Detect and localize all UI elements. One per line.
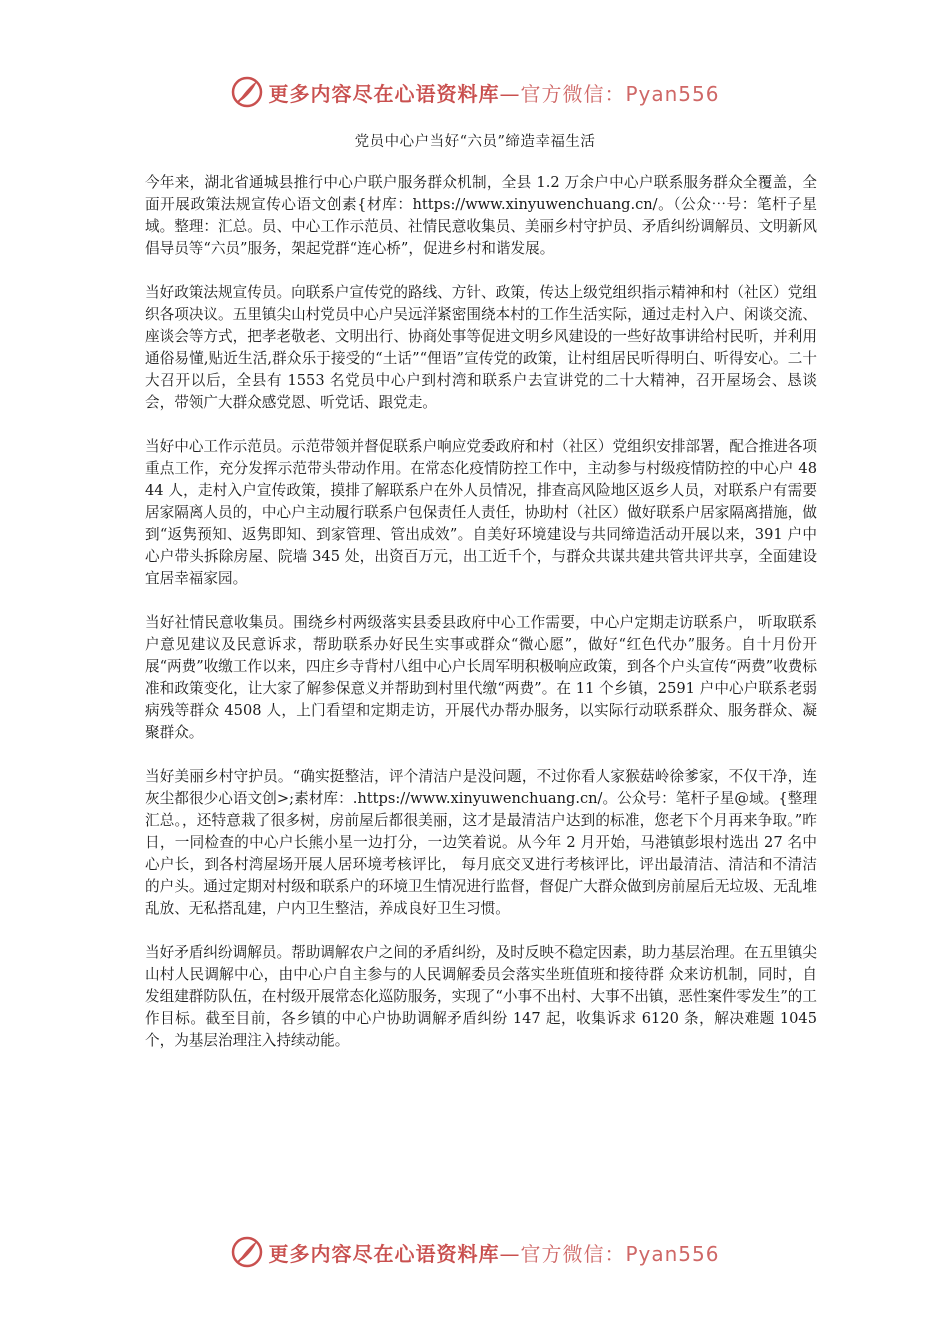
banner-main-text: 更多内容尽在心语资料库 [268,1241,500,1266]
paragraph-village-guardian: 当好美丽乡村守护员。“确实挺整洁，评个清洁户是没问题，不过你看人家猴菇岭徐爹家，不仅干净，连灰尘都很少心语文创>;素材库：.https://www.xinyuwenchuang.cn/。公众号：笔杆子星@域。{整理汇总。，还特意栽了很多树，房前屋后都很美丽，这才是最清洁户达到的标准，您老下个月再来争取。”昨日，一同检查的中心户长熊小星一边打分，一边笑着说。从今年 2 月开始，马港镇彭垠村选出 27 名中心户长，到各村湾屋场开展人居环境考核评比， 每月底交叉进行考核评比，评出最清洁、清洁和不清洁的户头。通过定期对村级和联系户的环境卫生情况进行监督，督促广大群众做到房前屋后无垃圾、无乱堆乱放、无私搭乱建，户内卫生整洁，养成良好卫生习惯。 [145,768,817,917]
footer-banner-text [268,1238,719,1267]
quill-logo-icon [230,75,264,109]
paragraph-work-demonstrator: 当好中心工作示范员。示范带领并督促联系户响应党委政府和村（社区）党组织安排部署，配合推进各项重点工作，充分发挥示范带头带动作用。在常态化疫情防控工作中，主动参与村级疫情防控的中心户 4844 人，走村入户宣传政策，摸排了解联系户在外人员情况，排查高风险地区返乡人员，对联系户有需要居家隔离人员的，中心户主动履行联系户包保责任人责任，协助村（社区）做好联系户居家隔离措施，做到“返隽预知、返隽即知、到家管理、管出成效”。自美好环境建设与共同缔造活动开展以来，391 户中心户带头拆除房屋、院墙 345 处，出资百万元，出工近千个，与群众共谋共建共管共评共享，全面建设宜居幸福家园。 [145,438,817,587]
quill-logo-icon [230,1235,264,1269]
paragraph-opinion-collector: 当好社情民意收集员。围绕乡村两级落实县委县政府中心工作需要，中心户定期走访联系户， 听取联系户意见建议及民意诉求，帮助联系办好民生实事或群众“微心愿”，做好“红色代办”服务。自十月份开展“两费”收缴工作以来，四庄乡寺背村八组中心户长周军明积极响应政策，到各个户头宣传“两费”收费标准和政策变化，让大家了解参保意义并帮助到村里代缴“两费”。在 11 个乡镇，2591 户中心户联系老弱病残等群众 4508 人，上门看望和定期走访，开展代办帮办服务，以实际行动联系群众、服务群众、凝聚群众。 [145,614,817,741]
banner-wechat-text: 官方微信：Pyan556 [520,81,720,106]
paragraph-dispute-mediator: 当好矛盾纠纷调解员。帮助调解农户之间的矛盾纠纷，及时反映不稳定因素，助力基层治理。在五里镇尖山村人民调解中心，由中心户自主参与的人民调解委员会落实坐班值班和接待群 众来访机制，同时，自发组建群防队伍，在村级开展常态化巡防服务，实现了“小事不出村、大事不出镇，恶性案件零发生”的工作目标。截至目前，各乡镇的中心户协助调解矛盾纠纷 147 起，收集诉求 6120 条，解决难题 1045 个，为基层治理注入持续动能。 [145,944,817,1049]
banner-dash: — [499,81,521,106]
document-body [145,172,817,1074]
banner-dash: — [499,1241,521,1266]
banner-wechat-text: 官方微信：Pyan556 [520,1241,720,1266]
footer-watermark-banner [0,1232,950,1272]
paragraph-policy-publicist: 当好政策法规宣传员。向联系户宣传党的路线、方针、政策，传达上级党组织指示精神和村（社区）党组织各项决议。五里镇尖山村党员中心户吴远洋紧密围绕本村的工作生活实际，通过走村入户、闲谈交流、座谈会等方式，把孝老敬老、文明出行、协商处事等促进文明乡风建设的一些好故事讲给村民听，并利用通俗易懂,贴近生活,群众乐于接受的“土话”“俚语”宣传党的政策，让村组居民听得明白、听得安心。二十大召开以后，全县有 1553 名党员中心户到村湾和联系户去宣讲党的二十大精神，召开屋场会、恳谈会，带领广大群众感党恩、听党话、跟党走。 [145,284,817,411]
header-banner-text [268,78,719,107]
paragraph-intro: 今年来，湖北省通城县推行中心户联户服务群众机制，全县 1.2 万余户中心户联系服务群众全覆盖，全面开展政策法规宣传心语文创素{材库：https://www.xinyuwenchuang.cn/。（公众⋯号：笔杆子星域。整理：汇总。员、中心工作示范员、社情民意收集员、美丽乡村守护员、矛盾纠纷调解员、文明新风倡导员等“六员”服务，架起党群“连心桥”，促进乡村和谐发展。 [145,174,817,257]
header-watermark-banner [0,72,950,112]
document-title: 党员中心户当好“六员”缔造幸福生活 [354,134,596,150]
banner-main-text: 更多内容尽在心语资料库 [268,81,500,106]
